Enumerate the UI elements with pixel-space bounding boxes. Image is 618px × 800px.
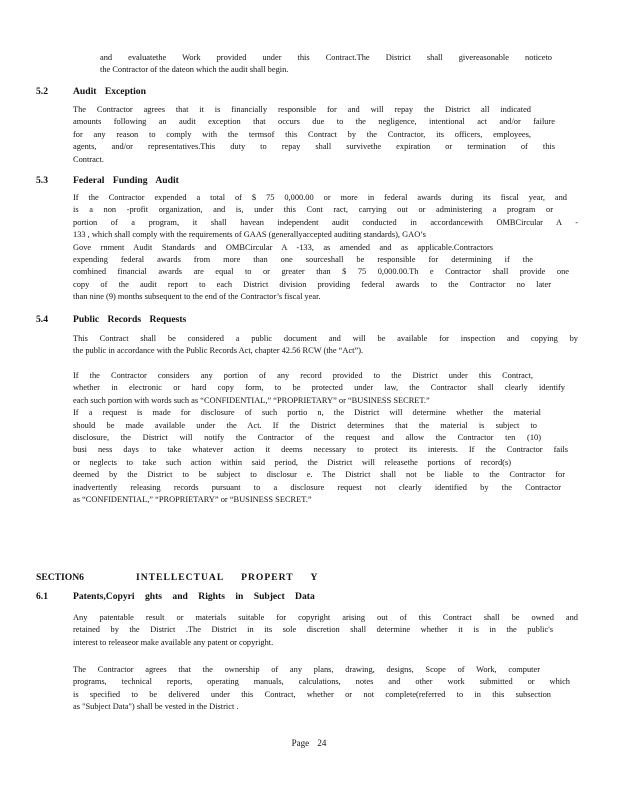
text-line: The Contractor agrees that it is financially responsible for and will repay the District all indicated [73, 105, 531, 114]
text-line: should be made available under the Act. If the District determines that the material is subject to [73, 420, 537, 430]
text-line: This Contract shall be considered a public document and will be available for inspection and copying by [73, 334, 578, 343]
text-line: If a request is made for disclosure of such portio n, the District will determine whether the material [73, 408, 541, 418]
text-line: 133 , which shall comply with the requirements of GAAS (generallyaccepted auditing standards), GAO’s [73, 230, 426, 240]
text-line: each such portion with words such as “CONFIDENTIAL,” “PROPRIETARY” or “BUSINESS SECRET.” [73, 395, 430, 405]
section-6-label: SECTION6 [36, 572, 84, 583]
section-5-4-paragraph-2 [73, 370, 578, 506]
text-line: Contract. [73, 154, 104, 164]
text-line: inadvertently releasing records pursuant to a disclosure request not clearly identified by the Contractor [73, 482, 561, 492]
text-line: programs, technical reports, operating manuals, calculations, notes and other work submitted or which [73, 677, 570, 687]
text-line: as "Subject Data") shall be vested in the District . [73, 702, 239, 712]
section-6-1-paragraph-1 [73, 612, 578, 649]
text-line: or neglects to take such action within said period, the District will releasethe portions of record(s) [73, 457, 511, 467]
section-5-2-number: 5.2 [36, 86, 48, 97]
section-5-4-number: 5.4 [36, 314, 48, 325]
section-5-3-number: 5.3 [36, 175, 48, 186]
section-5-2-paragraph [73, 104, 555, 166]
text-line: interest to releaseor make available any patent or copyright. [73, 637, 274, 647]
text-line: If the Contractor considers any portion of any record provided to the District under this Contract, [73, 371, 533, 380]
text-line: for any reason to comply with the termsof this Contract by the Contractor, its officers, employees, [73, 129, 531, 139]
section-5-2-heading: Audit Exception [73, 86, 146, 97]
intro-paragraph [100, 52, 552, 77]
text-line: expending federal awards from more than one sourceshall be responsible for determining if the [73, 255, 533, 265]
section-5-3-heading: Federal Funding Audit [73, 175, 179, 186]
text-line: the Contractor of the dateon which the audit shall begin. [100, 65, 289, 75]
section-6-title: INTELLECTUAL PROPERT Y [136, 572, 319, 583]
text-line: amounts following an audit exception that occurs due to the negligence, intentional act and/or failure [73, 117, 555, 127]
section-6-1-paragraph-2 [73, 664, 570, 714]
section-6-1-number: 6.1 [36, 591, 48, 602]
page-number: Page 24 [291, 738, 327, 748]
text-line: the public in accordance with the Public Records Act, chapter 42.56 RCW (the “Act”). [73, 346, 364, 356]
text-line: is specified to be delivered under this Contract, whether or not complete(referred to in this subsection [73, 689, 551, 699]
text-line: The Contractor agrees that the ownership of any plans, drawing, designs, Scope of Work, computer [73, 665, 540, 674]
text-line: as “CONFIDENTIAL,” “PROPRIETARY” or “BUSINESS SECRET.” [73, 495, 312, 505]
text-line: Gove rnment Audit Standards and OMBCircular A -133, as amended and as applicable.Contractors [73, 242, 493, 252]
text-line: is a non -profit organization, and is, under this Cont ract, carrying out or administering a program or [73, 205, 553, 215]
text-line: combined financial awards are equal to or greater than $ 75 0,000.00.Th e Contractor shall provide one [73, 267, 569, 277]
text-line: than nine (9) months subsequent to the end of the Contractor’s fiscal year. [73, 292, 321, 302]
text-line: copy of the audit report to each District division providing federal awards to the Contractor no later [73, 279, 551, 289]
text-line: busi ness days to take whatever action it deems necessary to protect its interests. If the Contractor fails [73, 445, 568, 455]
text-line: retained by the District .The District in its sole discretion shall determine whether it is in the public's [73, 625, 553, 635]
text-line: agents, and/or representatives.This duty to repay shall survivethe expiration or termination of this [73, 142, 555, 152]
section-5-3-paragraph [73, 192, 578, 304]
text-line: Any patentable result or materials suitable for copyright arising out of this Contract shall be owned and [73, 613, 578, 622]
section-6-1-heading: Patents,Copyri ghts and Rights in Subject Data [73, 591, 315, 602]
text-line: If the Contractor expended a total of $ 75 0,000.00 or more in federal awards during its fiscal year, and [73, 193, 567, 202]
section-5-4-paragraph-1 [73, 333, 578, 358]
text-line: whether in electronic or hard copy form, to be protected under law, the Contractor shall clearly identify [73, 383, 565, 393]
text-line: disclosure, the District will notify the Contractor of the request and allow the Contractor ten (10) [73, 433, 541, 443]
section-5-4-heading: Public Records Requests [73, 314, 187, 325]
text-line: portion of a program, it shall havean independent audit conducted in accordancewith OMBCircular A - [73, 217, 578, 227]
text-line: and evaluatethe Work provided under this Contract.The District shall givereasonable noticeto [100, 53, 552, 62]
text-line: deemed by the District to be subject to disclosur e. The District shall not be liable to the Contractor for [73, 470, 565, 480]
